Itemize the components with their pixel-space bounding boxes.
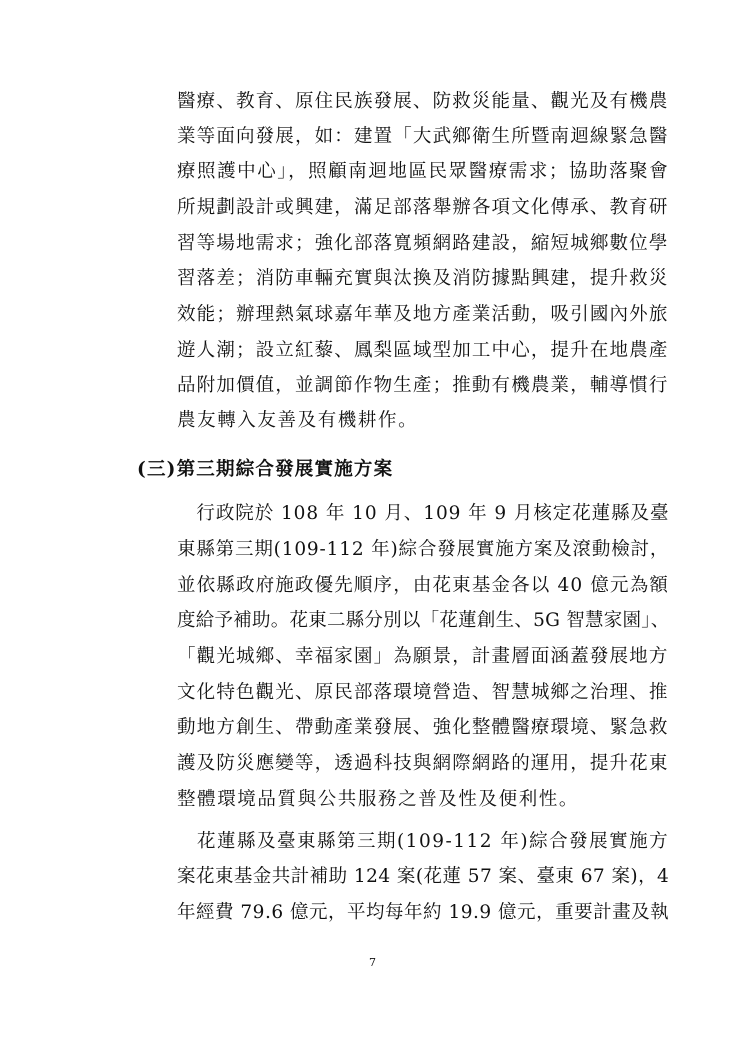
paragraph-3-line-3: 年經費 79.6 億元，平均每年約 19.9 億元，重要計畫及執: [177, 902, 670, 923]
paragraph-2-line-2: 東縣第三期(109-112 年)綜合發展實施方案及滾動檢討，: [177, 539, 670, 560]
paragraph-1-line-6: 習落差；消防車輛充實與汰換及消防據點興建，提升救災: [177, 268, 669, 289]
paragraph-2-line-3: 並依縣政府施政優先順序，由花東基金各以 40 億元為額: [177, 575, 670, 596]
paragraph-3-line-2: 案花東基金共計補助 124 案(花蓮 57 案、臺東 67 案)，4: [177, 866, 670, 887]
paragraph-1-line-1: 醫療、教育、原住民族發展、防救災能量、觀光及有機農: [177, 91, 669, 112]
paragraph-3-line-1: 花蓮縣及臺東縣第三期(109-112 年)綜合發展實施方: [177, 831, 670, 852]
paragraph-2-line-7: 動地方創生、帶動產業發展、強化整體醫療環境、緊急救: [177, 717, 669, 738]
paragraph-2-line-1: 行政院於 108 年 10 月、109 年 9 月核定花蓮縣及臺: [177, 503, 670, 524]
paragraph-1-line-10: 農友轉入友善及有機耕作。: [177, 410, 419, 431]
paragraph-2-line-9: 整體環境品質與公共服務之普及性及便利性。: [177, 789, 580, 810]
paragraph-2-line-8: 護及防災應變等，透過科技與網際網路的運用，提升花東: [177, 753, 669, 774]
section-heading: (三)第三期綜合發展實施方案: [137, 459, 394, 480]
paragraph-1-line-7: 效能；辦理熱氣球嘉年華及地方產業活動，吸引國內外旅: [177, 304, 669, 325]
paragraph-1-line-3: 療照護中心」，照顧南迴地區民眾醫療需求；協助落聚會: [177, 161, 670, 182]
paragraph-1-line-8: 遊人潮；設立紅藜、鳳梨區域型加工中心，提升在地農產: [177, 340, 669, 361]
paragraph-2-line-6: 文化特色觀光、原民部落環境營造、智慧城鄉之治理、推: [177, 682, 669, 703]
paragraph-1-line-5: 習等場地需求；強化部落寬頻網路建設，縮短城鄉數位學: [177, 233, 669, 254]
paragraph-2-line-4: 度給予補助。花東二縣分別以「花蓮創生、5G 智慧家園」、: [177, 610, 670, 631]
paragraph-2-line-5: 「觀光城鄉、幸福家園」為願景，計畫層面涵蓋發展地方: [177, 646, 669, 667]
paragraph-1-line-9: 品附加價值，並調節作物生產；推動有機農業，輔導慣行: [177, 375, 669, 396]
paragraph-1-line-2: 業等面向發展，如：建置「大武鄉衛生所暨南迴線緊急醫: [177, 126, 669, 147]
page-number: 7: [369, 956, 376, 969]
paragraph-1-line-4: 所規劃設計或興建，滿足部落舉辦各項文化傳承、教育研: [177, 197, 669, 218]
